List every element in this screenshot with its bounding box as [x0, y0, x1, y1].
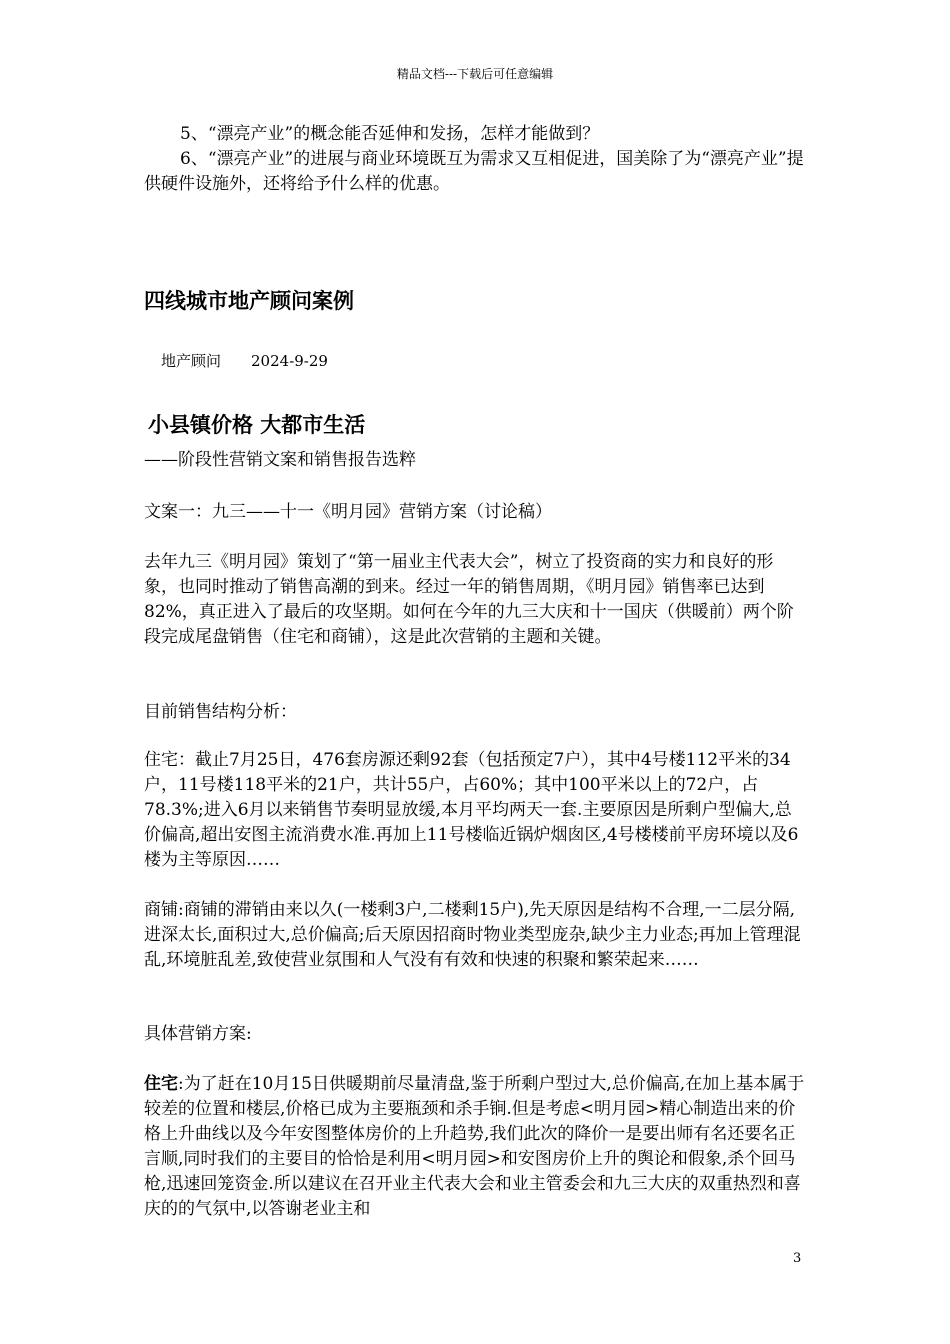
plan-label: 住宅: [144, 1074, 178, 1094]
publish-date: 2024-9-29: [251, 352, 328, 370]
case-heading: 文案一：九三——十一《明月园》营销方案（讨论稿）: [144, 502, 552, 522]
page-header: 精品文档---下载后可任意编辑: [396, 67, 554, 81]
plan-paragraph: [144, 1072, 807, 1222]
plan-heading: 具体营销方案:: [144, 1024, 252, 1044]
section-title: 四线城市地产顾问案例: [144, 289, 354, 313]
article-meta: [161, 350, 328, 372]
author-label: 地产顾问: [161, 352, 222, 370]
residential-paragraph: 住宅：截止7月25日，476套房源还剩92套（包括预定7户），其中4号楼112平米的34户，11号楼118平米的21户，共计55户，占60%；其中100平米以上的72户，占78.3%;进入6月以来销售节奏明显放缓,本月平均两天一套.主要原因是所剩户型偏大,总价偏高,超出安图主流消费水准.再加上11号楼临近锅炉烟囱区,4号楼楼前平房环境以及6楼为主等原因……: [144, 750, 799, 870]
plan-text: :为了赶在10月15日供暖期前尽量清盘,鉴于所剩户型过大,总价偏高,在加上基本属于较差的位置和楼层,价格已成为主要瓶颈和杀手锏.但是考虑<明月园>精心制造出来的价格上升曲线以及今年安图整体房价的上升趋势,我们此次的降价一是要出师有名还要名正言顺,同时我们的主要目的恰恰是利用<明月园>和安图房价上升的舆论和假象,杀个回马枪,迅速回笼资金.所以建议在召开业主代表大会和业主管委会和九三大庆的双重热烈和喜庆的的气氛中,以答谢老业主和: [144, 1074, 805, 1219]
intro-questions: [144, 122, 807, 197]
question-item-5: 5、“漂亮产业”的概念能否延伸和发扬，怎样才能做到？: [180, 124, 600, 144]
page-number: 3: [793, 1251, 802, 1266]
analysis-heading: 目前销售结构分析：: [144, 702, 297, 722]
question-item-6: 6、“漂亮产业”的进展与商业环境既互为需求又互相促进，国美除了为“漂亮产业”提供硬件设施外，还将给予什么样的优惠。: [144, 149, 804, 194]
document-title: 小县镇价格 大都市生活: [148, 412, 366, 437]
shop-paragraph: 商铺:商铺的滞销由来以久(一楼剩3户,二楼剩15户),先天原因是结构不合理,一二层分隔,进深太长,面积过大,总价偏高;后天原因招商时物业类型庞杂,缺少主力业态;再加上管理混乱,环境脏乱差,致使营业氛围和人气没有有效和快速的积聚和繁荣起来……: [144, 900, 801, 970]
document-subtitle: ——阶段性营销文案和销售报告选粹: [144, 450, 416, 470]
intro-paragraph: 去年九三《明月园》策划了“第一届业主代表大会”，树立了投资商的实力和良好的形象，也同时推动了销售高潮的到来。经过一年的销售周期，《明月园》销售率已达到82%，真正进入了最后的攻坚期。如何在今年的九三大庆和十一国庆（供暖前）两个阶段完成尾盘销售（住宅和商铺），这是此次营销的主题和关键。: [144, 552, 794, 647]
